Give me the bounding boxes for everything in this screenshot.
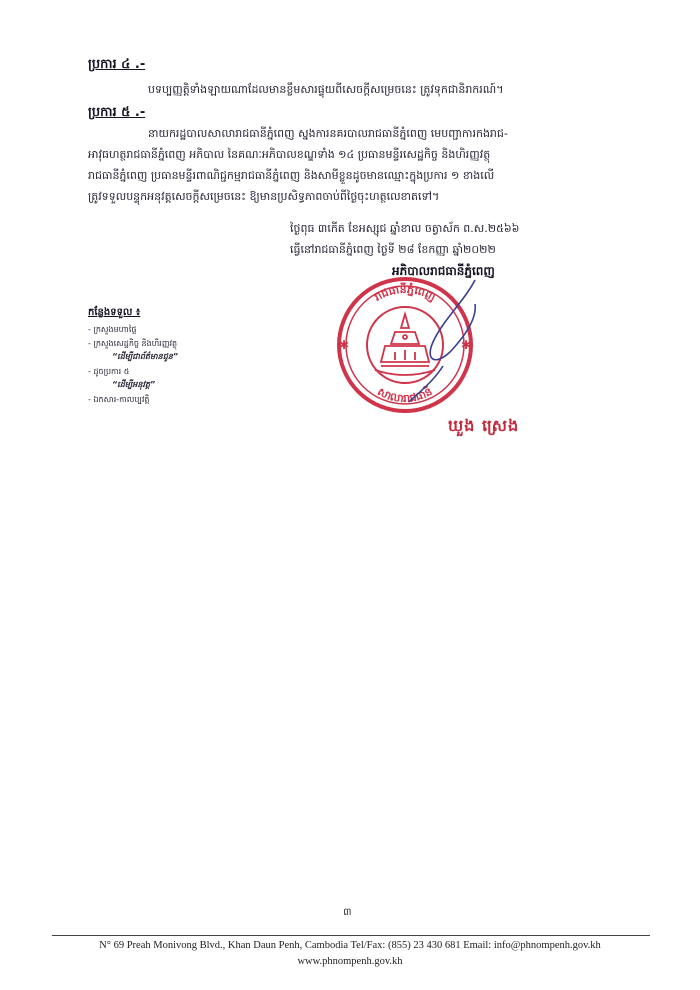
article-5-line-4: ត្រូវទទួលបន្ទុកអនុវត្តសេចក្ដីសម្រេចនេះ ឱ្យមានប្រសិទ្ធភាពចាប់ពីថ្ងៃចុះហត្ថលេខាតទៅ។ — [88, 190, 440, 203]
date-solar: ធ្វើនៅរាជធានីភ្នំពេញ ថ្ងៃទី ២៨ ខែកញ្ញា ឆ្នាំ២០២២ — [290, 243, 496, 256]
signer-name: ឃួង ស្រេង — [448, 416, 520, 435]
page-number: ៣ — [343, 907, 352, 918]
article-5-line-3: រាជធានីភ្នំពេញ ប្រធានមន្ទីរពាណិជ្ជកម្មរាជធានីភ្នំពេញ និងសាមីខ្លួនដូចមានឈ្មោះក្នុងប្រការ ១ ខាងលើ — [88, 169, 495, 182]
footer-address: N° 69 Preah Monivong Blvd., Khan Daun Penh, Cambodia Tel/Fax: (855) 23 430 681 Email: info@phnompenh.gov.kh — [99, 940, 601, 951]
seal-top-text: រាជធានីភ្នំពេញ — [372, 282, 438, 304]
seal-star-left-icon: ✱ — [339, 338, 350, 352]
article-4-title: ប្រការ ៤ .- — [88, 57, 146, 72]
recipient-item: - ក្រសួងមហាផ្ទៃ — [88, 325, 137, 334]
recipient-item: - ដូចប្រការ ៥ — [88, 367, 130, 376]
official-seal — [325, 270, 485, 420]
article-5-title: ប្រការ ៥ .- — [88, 105, 146, 120]
footer-website: www.phnompenh.gov.kh — [297, 956, 403, 967]
seal-star-right-icon: ✱ — [461, 338, 472, 352]
temple-emblem-icon — [375, 314, 435, 375]
footer-divider — [52, 935, 650, 936]
article-5-line-1: នាយករដ្ឋបាលសាលារាជធានីភ្នំពេញ ស្នងការនគរបាលរាជធានីភ្នំពេញ មេបញ្ជាការកងរាជ- — [148, 127, 508, 140]
article-4-text: បទប្បញ្ញត្តិទាំងឡាយណាដែលមានខ្លឹមសារផ្ទុយពីសេចក្ដីសម្រេចនេះ ត្រូវទុកជានិរាករណ៍។ — [148, 83, 504, 96]
seal-bottom-text: សាលារាជធានី — [375, 384, 435, 406]
article-5-line-2: អាវុធហត្ថរាជធានីភ្នំពេញ អភិបាល នៃគណៈអភិបាលខណ្ឌទាំង ១៤ ប្រធានមន្ទីរសេដ្ឋកិច្ច និងហិរញ្ញវត្ថុ — [88, 148, 491, 161]
date-lunar: ថ្ងៃពុធ ៣កើត ខែអស្សុជ ឆ្នាំខាល ចត្វាស័ក ព.ស.២៥៦៦ — [290, 222, 520, 235]
office-title: អភិបាលរាជធានីភ្នំពេញ — [392, 264, 495, 278]
recipient-note: “ដើម្បីអនុវត្ត” — [112, 380, 156, 389]
recipients-title: កន្លែងទទួល ៖ — [88, 307, 141, 318]
recipient-item: - ឯកសារ-កាលប្បវត្តិ — [88, 395, 150, 404]
recipient-note: “ដើម្បីជាព័ត៌មានជូន” — [112, 352, 179, 361]
recipient-item: - ក្រសួងសេដ្ឋកិច្ច និងហិរញ្ញវត្ថុ — [88, 339, 178, 348]
